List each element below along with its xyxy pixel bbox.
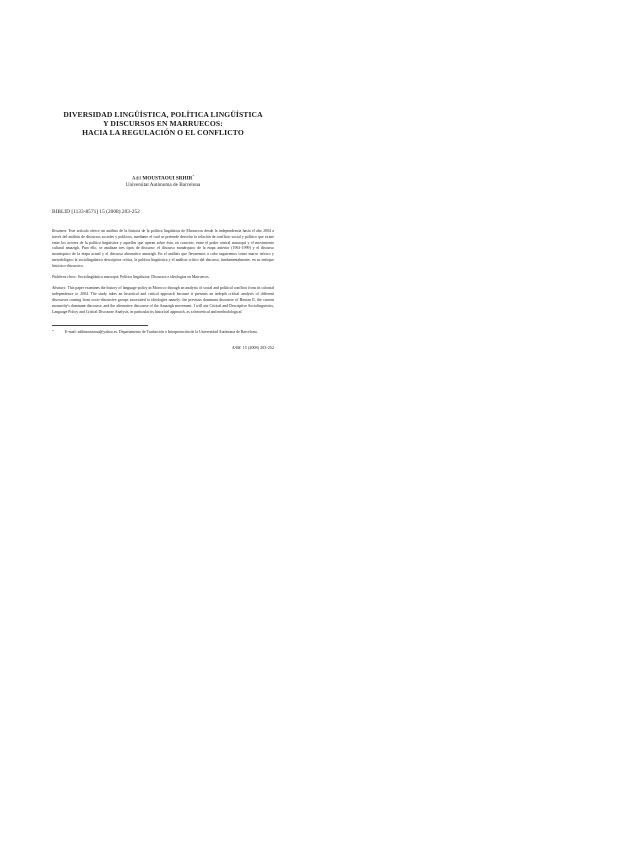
paper-page	[52, 110, 274, 350]
abstract-paragraph	[52, 286, 274, 316]
journal-volume-pages: , 15 (2008) 203-252	[240, 345, 274, 351]
title-line-1: DIVERSIDAD LINGÜÍSTICA, POLÍTICA LINGÜÍSTICA	[63, 110, 263, 119]
abstract-text: This paper examines the history of language policy in Morocco through an analysis of social and political conflicts from its colonial independence to 2004. The study takes an historical and critical approach because it presents an indepth critical analysis of different discourses coming from socio-discursive groups associated to ideologies namely: the previous dominant discourse of Hassan II, the current monarchy's dominant discourse, and the alternative discourse of the Amazigh movement. I will use Critical and Descriptive Sociolinguistics, Language Policy and Critical Discourse Analysis, in particular its historical approach, as a theoretical and methodological	[52, 285, 274, 314]
resumen-text: Este artículo ofrece un análisis de la historia de la política lingüística de Marruecos desde la independencia hasta el año 2004 a través del análisis de discursos sociales y políticos, mediante el cual se pretende desvelar la relación de conflicto social y político que existe entre los actores de la política lingüística y aquellos que operan sobre ésta, en concreto, entre el poder central marroquí y el movimiento cultural amazigh. Para ello, se analizan tres tipos de discurso: el discurso monárquico de la etapa anterior (1961-1999) y el discurso monárquico de la etapa actual y el discurso alternativo amazigh. En el análisis que llevaremos a cabo seguiremos como marco teórico y metodológico la sociolingüística descriptiva crítica, la política lingüística y el análisis crítico del discurso, fundamentalmente, en su enfoque histórico-discursivo.	[52, 228, 274, 269]
resumen-label: Resumen:	[52, 228, 68, 233]
footnote-text: E-mail: adilmoustaoui@yahoo.es. Departamento de Traducción e Interpretación de la Universidad Autónoma de Barcelona.	[65, 329, 258, 334]
paper-title	[52, 110, 274, 137]
palabras-clave-paragraph	[52, 275, 274, 281]
title-line-2: Y DISCURSOS EN MARRUECOS:	[103, 119, 223, 128]
abstract-label: Abstract:	[52, 285, 67, 290]
footnote-divider	[52, 325, 148, 326]
footnote	[52, 330, 274, 336]
author-last-name: MOUSTAOUI SRHIR	[142, 175, 193, 182]
journal-name: AAM	[231, 345, 241, 351]
author-line	[52, 173, 274, 182]
palabras-clave-text: Sociolingüística marroquí; Política lingüística; Discursos e ideologías en Marruecos.	[77, 275, 210, 280]
author-affiliation: Universitat Autònoma de Barcelona	[125, 182, 201, 189]
title-line-3: HACIA LA REGULACIÓN O EL CONFLICTO	[82, 128, 244, 137]
palabras-clave-label: Palabras clave:	[52, 275, 77, 280]
journal-reference	[52, 345, 274, 350]
author-first-name: Adil	[131, 175, 142, 182]
biblid-line: BIBLID [1133-8571] 15 (2008) 203-252	[52, 208, 140, 215]
footnote-mark: *	[52, 328, 54, 333]
resumen-paragraph	[52, 229, 274, 270]
author-footnote-mark: *	[192, 174, 195, 178]
